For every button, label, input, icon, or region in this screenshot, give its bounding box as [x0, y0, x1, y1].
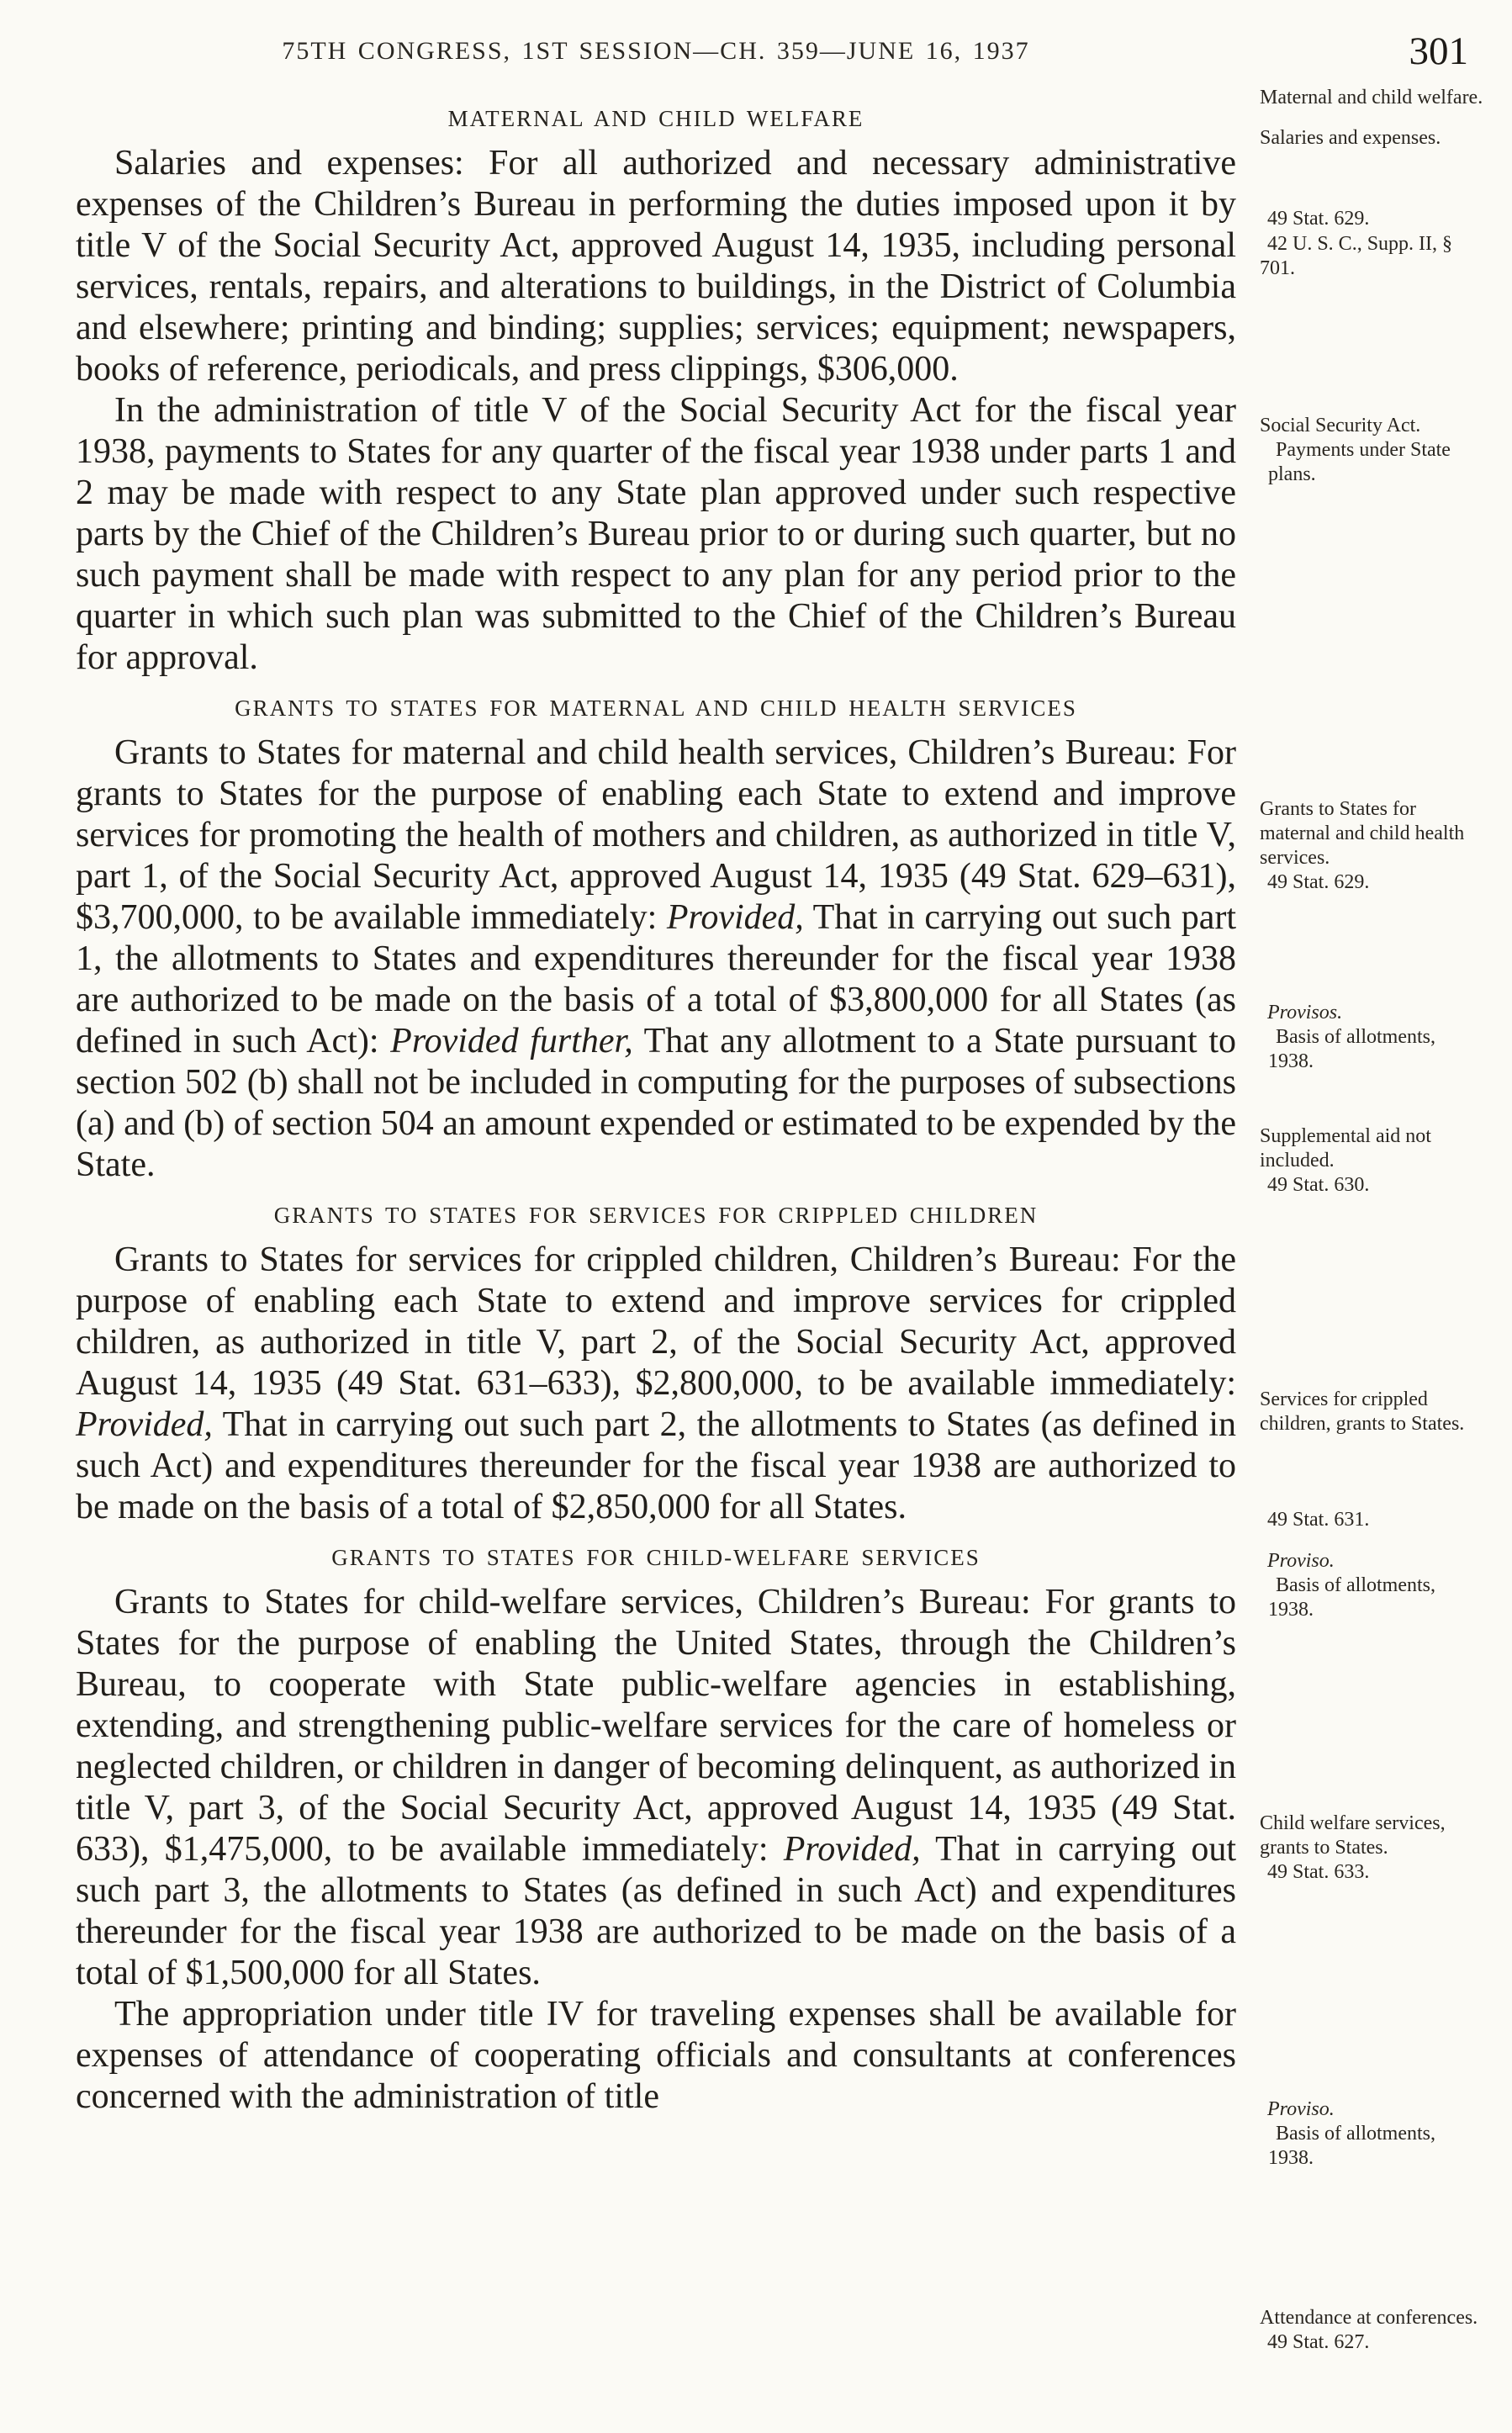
proviso-term: Provided, [76, 1405, 213, 1444]
paragraph-salaries-and-expenses [76, 143, 1236, 390]
paragraph-child-welfare-grants [76, 1582, 1236, 1994]
margin-note-text: Grants to States for maternal and child health services. [1260, 798, 1465, 869]
margin-note-proviso-allotments-crippled [1260, 1549, 1483, 1622]
margin-note-citation: 49 Stat. 629. [1267, 871, 1370, 893]
margin-note-citation: 42 U. S. C., Supp. II, § 701. [1260, 233, 1453, 279]
heading-grants-crippled-children: GRANTS TO STATES FOR SERVICES FOR CRIPPLED CHILDREN [273, 1203, 1039, 1228]
margin-note-citation: 49 Stat. 627. [1267, 2331, 1370, 2353]
margin-note-stat-631 [1260, 1508, 1483, 1532]
paragraph-title-v-administration [76, 390, 1236, 679]
proviso-term: Provided further, [390, 1022, 633, 1060]
paragraph-text: Salaries and expenses: For all authorized and necessary administrative expenses of the Children’s Bureau in performing the duties imposed upon it by title V of the Social Security Act, approved August 14, 1935, including personal services, rentals, repairs, and alterations to buildings, in the District of Columbia and elsewhere; printing and binding; supplies; services; equipment; newspapers, books of reference, periodicals, and press clippings, $306,000. [76, 144, 1236, 389]
paragraph-text: That in carrying out such part 1, the allotments to States and expenditures thereunder for the fiscal year 1938 are authorized to be made on the basis of a total of $3,800,000 for all States (as defined in such Act): [76, 898, 1236, 1060]
paragraph-traveling-expenses [76, 1994, 1236, 2118]
proviso-term: Provided, [783, 1830, 921, 1869]
margin-note-text: Maternal and child welfare. [1260, 87, 1483, 108]
margin-note-maternal-child-welfare [1260, 86, 1483, 110]
margin-note-stat-629 [1260, 207, 1483, 231]
paragraph-crippled-children-grants [76, 1240, 1236, 1528]
margin-note-social-security-payments [1260, 414, 1483, 487]
margin-note-subtext: Basis of allotments, 1938. [1268, 1574, 1435, 1621]
margin-note-provisos-allotments [1260, 1001, 1483, 1074]
margin-note-text: Salaries and expenses. [1260, 127, 1441, 149]
margin-note-usc-citation [1260, 232, 1483, 281]
margin-note-lead: Proviso. [1267, 1550, 1335, 1572]
margin-note-crippled-children-grants [1260, 1388, 1483, 1436]
heading-grants-maternal-child-health: GRANTS TO STATES FOR MATERNAL AND CHILD HEALTH SERVICES [235, 696, 1077, 721]
margin-note-text: Attendance at conferences. [1260, 2307, 1478, 2329]
margin-note-text: Social Security Act. [1260, 415, 1421, 436]
heading-grants-child-welfare: GRANTS TO STATES FOR CHILD-WELFARE SERVICES [331, 1545, 981, 1570]
proviso-term: Provided, [666, 898, 804, 937]
margin-note-subtext: Basis of allotments, 1938. [1268, 2123, 1435, 2169]
margin-note-attendance-conferences [1260, 2306, 1483, 2355]
margin-note-salaries-expenses [1260, 126, 1483, 151]
margin-note-citation: 49 Stat. 631. [1267, 1509, 1370, 1531]
paragraph-text: In the administration of title V of the Social Security Act for the fiscal year 1938, payments to States for any quarter of the fiscal year 1938 under parts 1 and 2 may be made with respect to any State plan approved under such respective parts by the Chief of the Children’s Bureau prior to or during such quarter, but no such payment shall be made with respect to any plan for any period prior to the quarter in which such plan was submitted to the Chief of the Children’s Bureau for approval. [76, 391, 1236, 677]
paragraph-text: That in carrying out such part 3, the allotments to States (as defined in such Act) and expenditures thereunder for the fiscal year 1938 are authorized to be made on the basis of a total of $1,500,000 for all States. [76, 1830, 1236, 1992]
margin-notes-column [1260, 0, 1483, 2433]
margin-note-maternal-health-grants [1260, 797, 1483, 895]
paragraph-text: Grants to States for maternal and child health services, Children’s Bureau: For grants to States for the purpose of enabling each State to extend and improve services for promoting the health of mothers and children, as authorized in title V, part 1, of the Social Security Act, approved August 14, 1935 (49 Stat. 629–631), $3,700,000, to be available immediately: [76, 733, 1236, 937]
margin-note-text: Services for crippled children, grants to States. [1260, 1388, 1465, 1435]
margin-note-proviso-allotments-welfare [1260, 2097, 1483, 2171]
paragraph-text: That any allotment to a State pursuant to section 502 (b) shall not be included in computing for the purposes of subsections (a) and (b) of section 504 an amount expended or estimated to be expended by the State. [76, 1022, 1236, 1184]
margin-note-child-welfare-grants [1260, 1812, 1483, 1885]
margin-note-citation: 49 Stat. 629. [1267, 208, 1370, 230]
margin-note-citation: 49 Stat. 630. [1267, 1174, 1370, 1196]
margin-note-supplemental-aid [1260, 1124, 1483, 1198]
page-number: 301 [1409, 29, 1468, 73]
margin-note-lead: Proviso. [1267, 2098, 1335, 2120]
margin-note-text: Child welfare services, grants to States. [1260, 1812, 1446, 1859]
margin-note-lead: Provisos. [1267, 1002, 1343, 1023]
margin-note-subtext: Payments under State plans. [1268, 439, 1451, 485]
main-text-column [76, 104, 1236, 2118]
heading-maternal-and-child-welfare: MATERNAL AND CHILD WELFARE [447, 106, 864, 131]
paragraph-text: Grants to States for child-welfare services, Children’s Bureau: For grants to States for the purpose of enabling the United States, through the Children’s Bureau, to cooperate with State public-welfare agencies in establishing, extending, and strengthening public-welfare services for the care of homeless or neglected children, or children in danger of becoming delinquent, as authorized in title V, part 3, of the Social Security Act, approved August 14, 1935 (49 Stat. 633), $1,475,000, to be available immediately: [76, 1583, 1236, 1869]
margin-note-citation: 49 Stat. 633. [1267, 1861, 1370, 1883]
paragraph-text: Grants to States for services for crippled children, Children’s Bureau: For the purpose of enabling each State to extend and improve services for crippled children, as authorized in title V, part 2, of the Social Security Act, approved August 14, 1935 (49 Stat. 631–633), $2,800,000, to be available immediately: [76, 1240, 1236, 1403]
margin-note-text: Supplemental aid not included. [1260, 1125, 1431, 1172]
margin-note-subtext: Basis of allotments, 1938. [1268, 1026, 1435, 1072]
paragraph-maternal-child-health-grants [76, 733, 1236, 1186]
paragraph-text: That in carrying out such part 2, the allotments to States (as defined in such Act) and expenditures thereunder for the fiscal year 1938 are authorized to be made on the basis of a total of $2,850,000 for all States. [76, 1405, 1236, 1526]
running-head: 75TH CONGRESS, 1ST SESSION—CH. 359—JUNE 16, 1937 [282, 37, 1030, 65]
paragraph-text: The appropriation under title IV for traveling expenses shall be available for expenses of attendance of cooperating officials and consultants at conferences concerned with the administration of title [76, 1995, 1236, 2116]
